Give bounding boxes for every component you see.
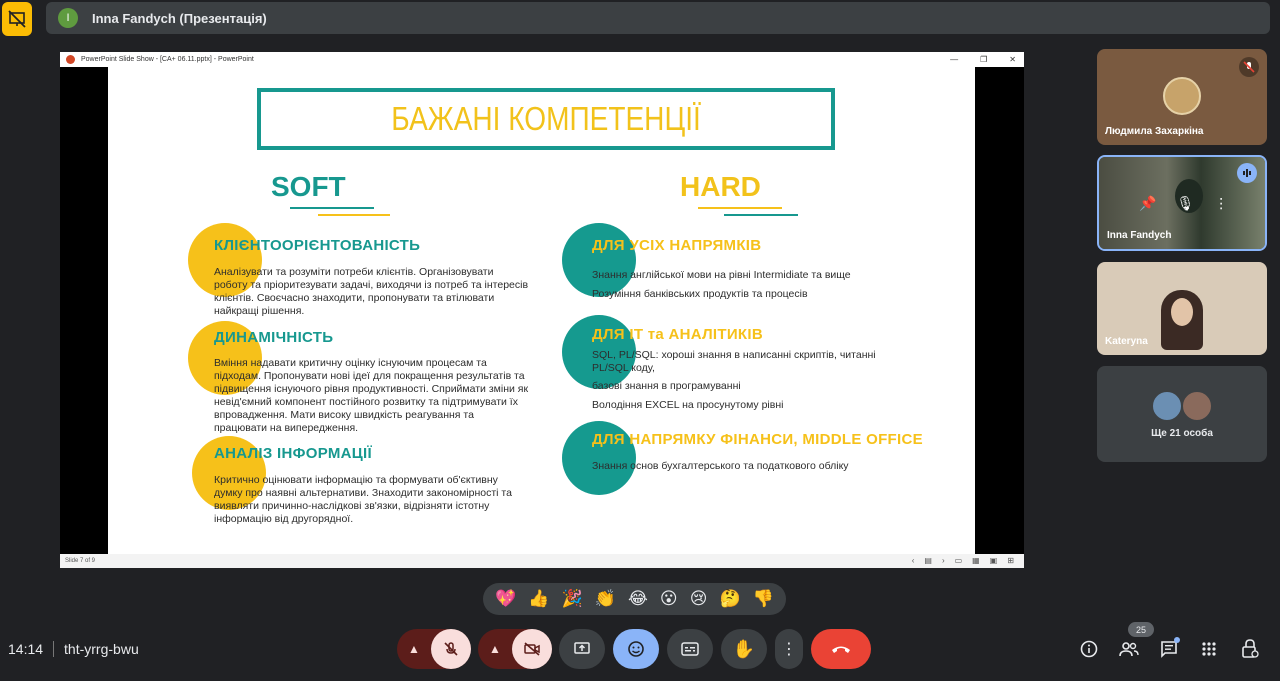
- host-controls-button[interactable]: [1238, 637, 1262, 661]
- soft-section-text: Вміння надавати критичну оцінку існуючим процесам та підходам. Пропонувати нові ідеї для покращення результатів та підвищення існуючого рівня продуктивності. Сприймати зміни як невід'ємний компонент постійного розвитку та підтримувати їх впровадження. Мати високу швидкість реагування та працювати на випередження.: [214, 357, 529, 434]
- tile-controls[interactable]: [1139, 195, 1228, 212]
- reaction-clap-button[interactable]: 👏: [594, 589, 616, 608]
- present-screen-icon: [573, 641, 591, 657]
- soft-heading: SOFT: [271, 171, 346, 202]
- participant-tile[interactable]: [1097, 49, 1267, 145]
- reaction-sad-button[interactable]: 😢: [689, 589, 708, 608]
- powerpoint-statusbar: [60, 554, 1024, 568]
- presentation-toggle-button[interactable]: [2, 2, 32, 36]
- participant-avatar: [1163, 77, 1201, 115]
- participant-avatar: [1151, 390, 1183, 422]
- more-participants-tile[interactable]: [1097, 366, 1267, 462]
- normal-view-icon[interactable]: ▭: [954, 556, 963, 565]
- soft-underline-2: [318, 214, 390, 216]
- captions-button[interactable]: [667, 629, 713, 669]
- prev-slide-icon[interactable]: ‹: [911, 556, 915, 565]
- minimize-icon: —: [950, 55, 959, 64]
- presenter-bar: [46, 2, 1270, 34]
- camera-control-group: [478, 629, 552, 669]
- soft-section-text: Критично оцінювати інформацію та формувати об'єктивну думку про наявні альтернативи. Знаходити закономірності та виявляти причинно-наслідкові зв'язки, відрізняти істотну інформацію від другорядної.: [214, 474, 512, 525]
- camera-toggle-button[interactable]: [512, 629, 552, 669]
- reading-view-icon[interactable]: ▣: [989, 556, 998, 565]
- slide-menu-icon[interactable]: ▤: [924, 556, 932, 565]
- people-count-badge: 25: [1128, 622, 1154, 637]
- chat-notification-dot: [1174, 637, 1180, 643]
- people-icon: [1119, 641, 1139, 657]
- leave-call-button[interactable]: [811, 629, 871, 669]
- hard-section-items: Знання англійської мови на рівні Intermidiate та вище Розуміння банківських продуктів та процесів: [592, 269, 851, 300]
- hard-section-title: ДЛЯ УСІХ НАПРЯМКІВ: [592, 237, 762, 254]
- lock-person-icon: [1241, 639, 1259, 659]
- mic-icon[interactable]: 🎙: [1176, 195, 1195, 211]
- presenter-avatar: I: [58, 8, 78, 28]
- soft-section-title: КЛІЄНТООРІЄНТОВАНІСТЬ: [214, 237, 421, 254]
- more-options-button[interactable]: [775, 629, 803, 669]
- slide: [108, 67, 975, 554]
- soft-section-title: ДИНАМІЧНІСТЬ: [214, 329, 334, 346]
- more-participants-label: Ще 21 особа: [1151, 428, 1213, 439]
- meeting-code: tht-yrrg-bwu: [64, 641, 139, 657]
- speaking-indicator-icon: [1237, 163, 1257, 183]
- powerpoint-titlebar: [60, 52, 1024, 67]
- presentation-stream[interactable]: [60, 52, 1024, 568]
- emoji-icon: [627, 640, 645, 658]
- participant-name: Людмила Захаркіна: [1105, 126, 1204, 137]
- close-icon: ✕: [1009, 55, 1016, 64]
- slide-title-box: [257, 88, 835, 150]
- hard-underline-2: [724, 214, 798, 216]
- participant-face: [1171, 298, 1193, 326]
- reaction-laugh-button[interactable]: 😂: [627, 589, 648, 608]
- pin-icon[interactable]: 📌: [1139, 195, 1157, 211]
- participant-name: Inna Fandych: [1107, 230, 1172, 241]
- mic-control-group: [397, 629, 471, 669]
- slideshow-view-icon[interactable]: ⊞: [1007, 556, 1014, 565]
- audio-options-chevron-icon[interactable]: ▲: [408, 642, 420, 656]
- reaction-surprised-button[interactable]: 😮: [659, 589, 678, 608]
- hard-section-items: Знання основ бухгалтерського та податкового обліку: [592, 460, 849, 472]
- restore-icon: ❐: [980, 55, 988, 64]
- more-icon[interactable]: ⋮: [1214, 195, 1229, 211]
- participant-tile[interactable]: [1097, 155, 1267, 251]
- end-call-icon: [830, 643, 852, 655]
- divider: [53, 641, 54, 657]
- hard-section-title: ДЛЯ IT та АНАЛІТИКІВ: [592, 326, 763, 343]
- captions-icon: [681, 642, 699, 656]
- emoji-reactions-button[interactable]: [613, 629, 659, 669]
- reactions-bar: [483, 583, 786, 615]
- hand-icon: ✋: [732, 638, 756, 659]
- powerpoint-window-title: PowerPoint Slide Show - [CA+ 06.11.pptx] - PowerPoint: [81, 56, 254, 63]
- soft-underline-1: [290, 207, 374, 209]
- reaction-thinking-button[interactable]: 🤔: [719, 589, 741, 608]
- hard-section-title: ДЛЯ НАПРЯМКУ ФІНАНСИ, MIDDLE OFFICE: [592, 431, 923, 448]
- presentation-off-icon: [8, 10, 26, 28]
- soft-section-title: АНАЛІЗ ІНФОРМАЦІЇ: [214, 445, 372, 462]
- info-icon: [1080, 640, 1098, 658]
- more-vert-icon: ⋮: [781, 641, 797, 658]
- slide-counter: Slide 7 of 9: [65, 558, 96, 564]
- video-options-chevron-icon[interactable]: ▲: [489, 642, 501, 656]
- sorter-view-icon[interactable]: ▦: [972, 556, 980, 565]
- reaction-party-button[interactable]: 🎉: [561, 589, 583, 608]
- participant-avatar: [1181, 390, 1213, 422]
- reaction-heart-button[interactable]: 💖: [495, 589, 517, 608]
- raise-hand-button[interactable]: [721, 629, 767, 669]
- hard-underline-1: [698, 207, 782, 209]
- reaction-thumbs-down-button[interactable]: 👎: [752, 589, 774, 608]
- slide-title: БАЖАНІ КОМПЕТЕНЦІЇ: [391, 100, 701, 137]
- present-screen-button[interactable]: [559, 629, 605, 669]
- hard-heading: HARD: [680, 171, 761, 202]
- activities-button[interactable]: [1197, 637, 1221, 661]
- next-slide-icon[interactable]: ›: [941, 556, 945, 565]
- soft-section-text: Аналізувати та розуміти потреби клієнтів. Організовувати роботу та пріоритезувати задачі, виходячи із потреб та інтересів клієнтів. Своєчасно знаходити, пропонувати та втілювати найкращі рішення.: [214, 266, 529, 317]
- hard-section-items: SQL, PL/SQL: хороші знання в написанні скриптів, читанні PL/SQL коду, базові знання в програмуванні Володіння EXCEL на просунутому рівні: [592, 349, 876, 411]
- meeting-info: [8, 641, 139, 657]
- camera-off-icon: [523, 641, 541, 657]
- participant-tile[interactable]: [1097, 262, 1267, 355]
- presenter-title: Inna Fandych (Презентація): [92, 10, 267, 26]
- mic-toggle-button[interactable]: [431, 629, 471, 669]
- participant-name: Kateryna: [1105, 336, 1148, 347]
- clock-time: 14:14: [8, 641, 44, 657]
- chat-button[interactable]: [1157, 637, 1181, 661]
- mic-off-icon: [443, 641, 459, 657]
- people-button[interactable]: [1117, 637, 1141, 661]
- reaction-thumbs-up-button[interactable]: 👍: [528, 589, 550, 608]
- mic-off-icon: [1239, 57, 1259, 77]
- powerpoint-logo-icon: [66, 55, 75, 64]
- apps-grid-icon: [1201, 641, 1217, 657]
- meeting-details-button[interactable]: [1077, 637, 1101, 661]
